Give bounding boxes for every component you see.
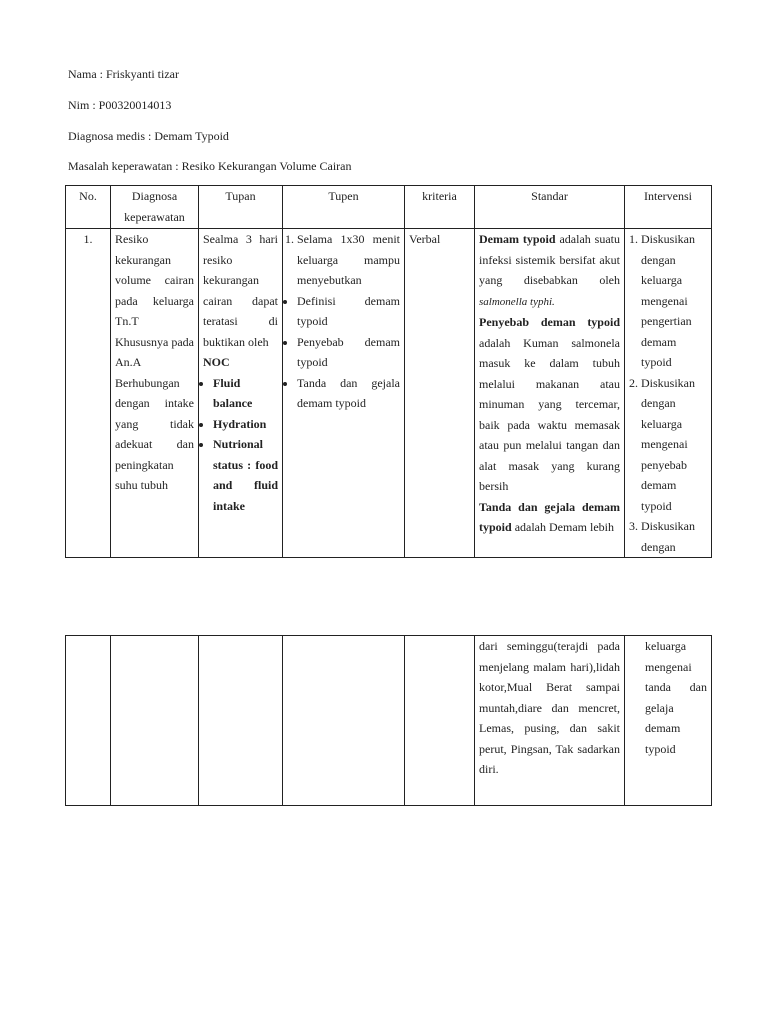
cell-intervensi-cont: keluarga mengenai tanda dan gelaja demam typoid	[625, 636, 712, 806]
col-tupen: Tupen	[283, 186, 405, 229]
tupen-item: • Penyebab demam typoid	[297, 332, 400, 373]
intervensi-item: 2. Diskusikan dengan keluarga mengenai penyebab demam typoid	[641, 373, 707, 517]
noc-item: Hydration	[213, 416, 267, 431]
tupen-intro: 1. Selama 1x30 menit keluarga mampu menyebutkan	[297, 229, 400, 291]
cell-no: 1.	[66, 229, 111, 558]
nama-line: Nama : Friskyanti tizar	[68, 67, 179, 81]
intervensi-item: 3. Diskusikan dengan	[641, 516, 707, 557]
col-tupan: Tupan	[199, 186, 283, 229]
cell-empty	[199, 636, 283, 806]
nim-line: Nim : P00320014013	[68, 98, 172, 112]
noc-item: Fluid balance	[213, 375, 253, 410]
standar-penyebab: Penyebab deman typoid adalah Kuman salmonela masuk ke dalam tubuh melalui makanan atau minuman yang tercemar, baik pada waktu memasak atau pun melalui tangan dan alat masak yang kurang bersih	[479, 315, 620, 493]
cell-tupan	[199, 229, 283, 558]
col-standar: Standar	[475, 186, 625, 229]
care-plan-table-continued	[65, 635, 712, 806]
cell-empty	[111, 636, 199, 806]
noc-item: Nutrional status : food and fluid intake	[213, 437, 278, 513]
standar-tanda: Tanda dan gejala demam typoid adalah Demam lebih	[479, 499, 620, 534]
col-intervensi: Intervensi	[625, 186, 712, 229]
cell-intervensi	[625, 229, 712, 558]
standar-definisi: Demam typoid adalah suatu infeksi sistemik bersifat akut yang disebabkan oleh salmonella typhi.	[479, 232, 620, 308]
noc-label: NOC	[203, 355, 230, 369]
cell-kriteria: Verbal	[405, 229, 475, 558]
intervensi-item: 1. Diskusikan dengan keluarga mengenai pengertian demam typoid	[641, 229, 707, 373]
col-no: No.	[66, 186, 111, 229]
cell-diagnosa: Resiko kekurangan volume cairan pada keluarga Tn.T Khususnya pada An.A Berhubungan dengan intake yang tidak adekuat dan peningkatan suhu tubuh	[111, 229, 199, 558]
col-diagnosa: Diagnosa keperawatan	[111, 186, 199, 229]
cell-standar-cont: dari seminggu(terajdi pada menjelang malam hari),lidah kotor,Mual Berat sampai muntah,diare dan mencret, Lemas, pusing, dan sakit perut, Pingsan, Tak sadarkan diri.	[475, 636, 625, 806]
cell-empty	[405, 636, 475, 806]
cell-empty	[283, 636, 405, 806]
masalah-line: Masalah keperawatan : Resiko Kekurangan Volume Cairan	[68, 159, 352, 173]
table-header-row	[66, 186, 712, 229]
tupen-item: • Definisi demam typoid	[297, 291, 400, 332]
col-kriteria: kriteria	[405, 186, 475, 229]
cell-tupen	[283, 229, 405, 558]
diagnosa-medis-line: Diagnosa medis : Demam Typoid	[68, 129, 229, 143]
cell-standar	[475, 229, 625, 558]
tupan-text: Sealma 3 hari resiko kekurangan cairan dapat teratasi di buktikan oleh	[203, 232, 278, 349]
table-row	[66, 636, 712, 806]
care-plan-table	[65, 185, 712, 558]
tupen-item: • Tanda dan gejala demam typoid	[297, 373, 400, 414]
table-row	[66, 229, 712, 558]
cell-empty	[66, 636, 111, 806]
